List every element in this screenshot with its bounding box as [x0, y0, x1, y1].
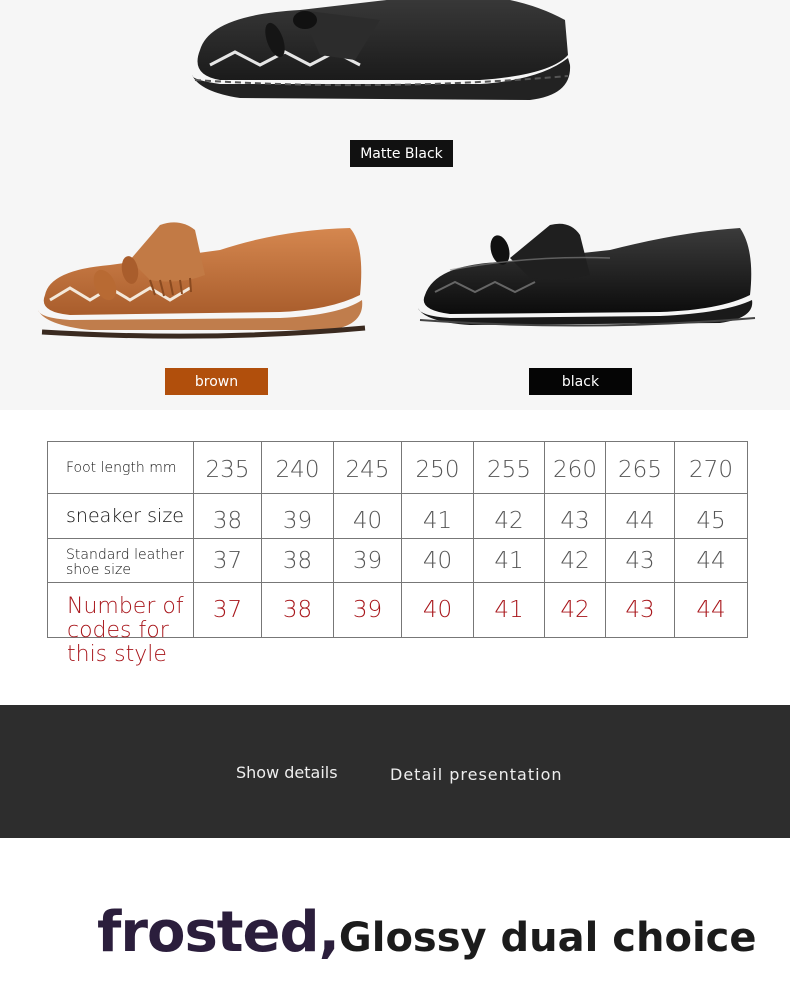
table-cell: 38 — [194, 494, 262, 539]
table-cell: 45 — [675, 494, 748, 539]
table-cell: 260 — [545, 442, 606, 494]
table-cell: 42 — [545, 539, 606, 583]
size-chart-table — [47, 441, 748, 667]
table-cell: 44 — [675, 539, 748, 583]
table-cell: 41 — [474, 583, 545, 638]
table-cell: 37 — [194, 539, 262, 583]
table-cell: 255 — [474, 442, 545, 494]
matte-black-tag[interactable]: Matte Black — [350, 140, 453, 167]
table-row-leather-size — [48, 539, 748, 583]
table-cell: 40 — [402, 583, 474, 638]
table-cell: 43 — [606, 539, 675, 583]
table-cell: 265 — [606, 442, 675, 494]
table-cell: 39 — [262, 494, 334, 539]
black-shoe-image — [410, 210, 760, 335]
table-cell: 40 — [402, 539, 474, 583]
brown-tag[interactable]: brown — [165, 368, 268, 395]
detail-presentation-text: Detail presentation — [390, 765, 563, 784]
table-cell: 235 — [194, 442, 262, 494]
table-cell: 38 — [262, 539, 334, 583]
table-cell: 42 — [545, 583, 606, 638]
table-cell: 42 — [474, 494, 545, 539]
matte-black-shoe-image — [180, 0, 580, 110]
headline — [97, 900, 757, 965]
headline-rest: Glossy dual choice — [338, 915, 757, 961]
table-cell: 37 — [194, 583, 262, 638]
row-label — [48, 583, 194, 667]
table-row-style-size — [48, 583, 748, 638]
table-cell: 41 — [474, 539, 545, 583]
row-label: Standard leather shoe size — [48, 539, 194, 583]
details-banner — [0, 705, 790, 838]
black-tag[interactable]: black — [529, 368, 632, 395]
product-variants — [0, 0, 790, 410]
show-details-text: Show details — [236, 763, 338, 782]
table-row-foot-length — [48, 442, 748, 494]
table-cell: 250 — [402, 442, 474, 494]
table-cell: 44 — [675, 583, 748, 638]
table-cell: 39 — [334, 583, 402, 638]
table-cell: 38 — [262, 583, 334, 638]
row-label: sneaker size — [48, 494, 194, 539]
brown-shoe-image — [30, 200, 370, 345]
table-cell: 41 — [402, 494, 474, 539]
table-row-sneaker-size — [48, 494, 748, 539]
headline-accent: frosted, — [97, 900, 339, 965]
table-cell: 43 — [606, 583, 675, 638]
table-cell: 43 — [545, 494, 606, 539]
table-cell: 270 — [675, 442, 748, 494]
row-label-text: Number of codes for this style — [67, 594, 184, 667]
table-cell: 44 — [606, 494, 675, 539]
table-cell: 245 — [334, 442, 402, 494]
table-cell: 40 — [334, 494, 402, 539]
row-label: Foot length mm — [48, 442, 194, 494]
table-cell: 39 — [334, 539, 402, 583]
table-cell: 240 — [262, 442, 334, 494]
